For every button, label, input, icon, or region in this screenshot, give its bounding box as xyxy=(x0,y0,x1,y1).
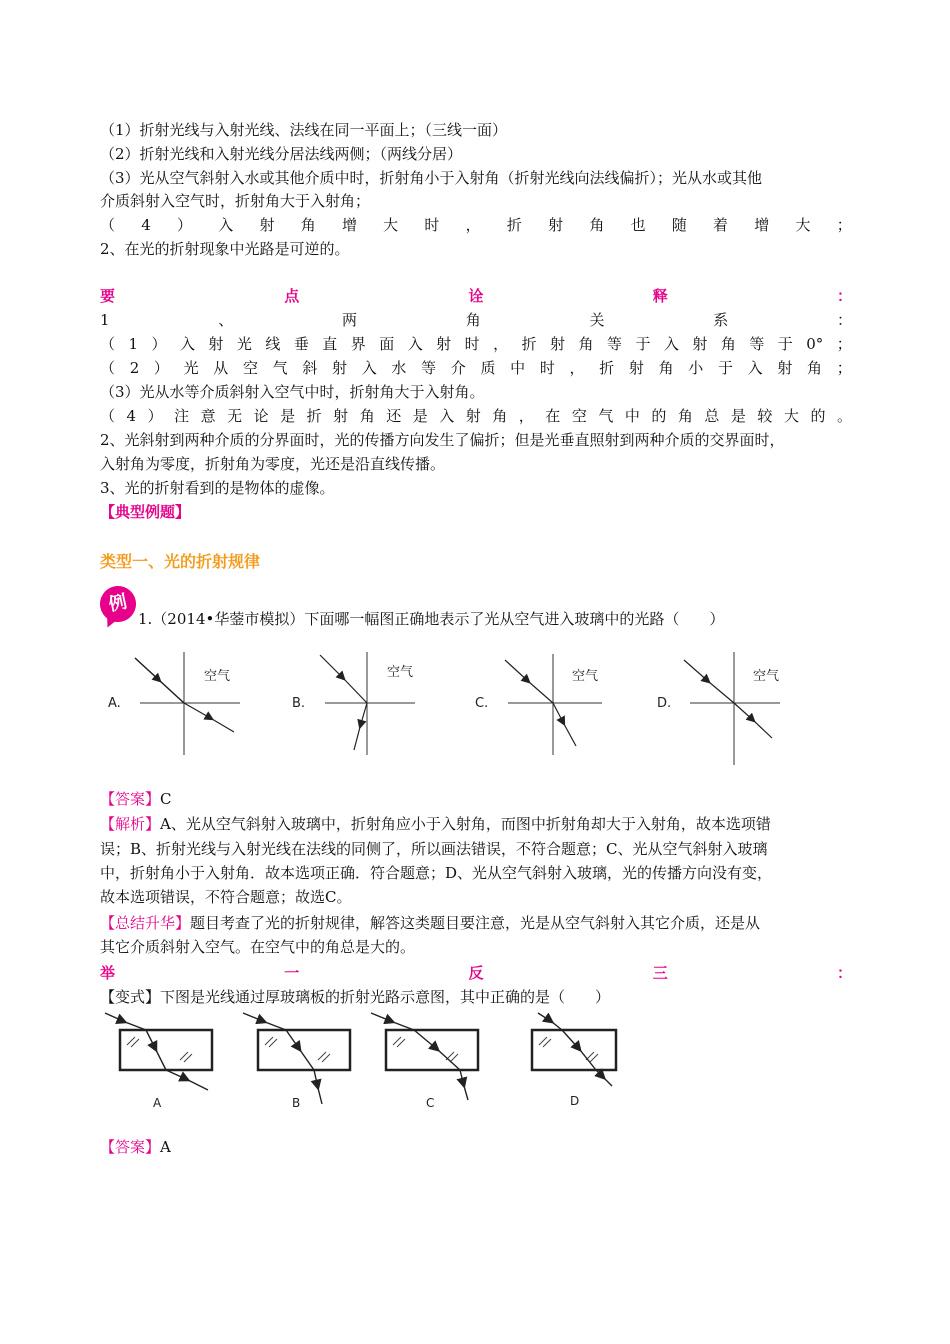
analysis-line-1 xyxy=(100,813,852,835)
summary-text-1: 题目考查了光的折射规律，解答这类题目要注意，光是从空气斜射入其它介质，还是从 xyxy=(190,914,761,932)
char: 诠 xyxy=(468,287,484,305)
char: 折 xyxy=(506,216,522,234)
char: 、 xyxy=(218,311,234,329)
char: 总 xyxy=(704,407,720,425)
key-line-3 xyxy=(100,357,852,379)
char: 系 xyxy=(713,311,729,329)
char: 2 xyxy=(129,359,140,377)
glass-d xyxy=(532,1013,616,1108)
char: 是 xyxy=(730,407,746,425)
char: 中 xyxy=(624,407,640,425)
answer-1 xyxy=(100,788,852,810)
air-label-c: 空气 xyxy=(572,669,599,684)
char: 角 xyxy=(677,407,693,425)
glass-c-label: C xyxy=(426,1096,435,1110)
char: 在 xyxy=(545,407,561,425)
answer-2 xyxy=(100,1136,852,1158)
char: 随 xyxy=(671,216,687,234)
char: 的 xyxy=(651,407,667,425)
rule-4 xyxy=(100,214,852,236)
answer-2-text: A xyxy=(160,1138,171,1156)
key-line-5 xyxy=(100,405,852,427)
char: 角 xyxy=(465,311,481,329)
option-d-label: D. xyxy=(657,696,672,711)
char: 射 xyxy=(465,407,481,425)
char: 射 xyxy=(628,359,644,377)
char: ： xyxy=(836,964,852,982)
air-label-b: 空气 xyxy=(387,665,414,680)
char: 大 xyxy=(783,407,799,425)
summary-tag: 【总结升华】 xyxy=(100,914,191,932)
char: 大 xyxy=(795,216,811,234)
variant-tag: 【变式】 xyxy=(100,988,161,1006)
char: 还 xyxy=(386,407,402,425)
char: 射 xyxy=(436,335,452,353)
char: 小 xyxy=(688,359,704,377)
analysis-line-4: 故本选项错误，不符合题意；故选C。 xyxy=(100,888,352,906)
analysis-text-1: A、光从空气斜射入玻璃中，折射角应小于入射角，而图中折射角却大于入射角，故本选项错 xyxy=(160,815,771,833)
question-1: 1.（2014•华蓥市模拟）下面哪一幅图正确地表示了光从空气进入玻璃中的光路（ ） xyxy=(138,610,725,628)
char: 增 xyxy=(754,216,770,234)
char: 释 xyxy=(652,287,668,305)
char: 射 xyxy=(550,335,566,353)
rule-2: （2）折射光线和入射光线分居法线两侧；（两线分居） xyxy=(100,145,463,163)
char: ， xyxy=(569,359,585,377)
char: 两 xyxy=(342,311,358,329)
char: 点 xyxy=(284,287,300,305)
diagram-c xyxy=(475,654,602,755)
char: 注 xyxy=(174,407,190,425)
char: 斜 xyxy=(302,359,318,377)
char: 等 xyxy=(606,335,622,353)
char: 射 xyxy=(208,335,224,353)
analysis-tag: 【解析】 xyxy=(100,815,161,833)
char: 反 xyxy=(468,964,484,982)
char: 1 xyxy=(128,335,139,353)
glass-a-label: A xyxy=(153,1096,162,1110)
air-label-a: 空气 xyxy=(204,669,231,684)
char: 是 xyxy=(412,407,428,425)
char: 中 xyxy=(510,359,526,377)
char: 角 xyxy=(720,335,736,353)
glass-a xyxy=(105,1013,212,1110)
refraction-diagrams xyxy=(100,640,800,770)
key-line-6a: 2、光斜射到两种介质的分界面时，光的传播方向发生了偏折；但是光垂直照射到两种介质的交界面时， xyxy=(100,431,785,449)
char: 的 xyxy=(810,407,826,425)
char: 4 xyxy=(126,407,137,425)
char: 也 xyxy=(630,216,646,234)
char: 角 xyxy=(578,335,594,353)
char: 。 xyxy=(836,407,852,425)
diagram-b xyxy=(292,652,415,755)
char: 入 xyxy=(218,216,234,234)
char: 4 xyxy=(141,216,151,234)
char: （ xyxy=(100,335,116,353)
option-a-label: A. xyxy=(108,696,121,711)
char: 0° xyxy=(806,335,824,353)
char: 意 xyxy=(200,407,216,425)
analysis-line-2: 误；B、折射光线与入射光线在法线的同侧了，所以画法错误，不符合题意；C、光从空气斜射入玻璃 xyxy=(100,840,768,858)
char: 界 xyxy=(350,335,366,353)
char: （ xyxy=(100,407,116,425)
char: ； xyxy=(836,359,852,377)
char: 是 xyxy=(280,407,296,425)
char: 较 xyxy=(757,407,773,425)
char: 介 xyxy=(450,359,466,377)
char: 空 xyxy=(242,359,258,377)
char: 要 xyxy=(100,287,116,305)
char: 直 xyxy=(322,335,338,353)
summary-line-2: 其它介质斜射入空气。在空气中的角总是大的。 xyxy=(100,938,416,956)
char: 折 xyxy=(521,335,537,353)
char: ， xyxy=(493,335,509,353)
examples-heading: 【典型例题】 xyxy=(100,503,191,521)
glass-c xyxy=(371,1013,478,1110)
answer-2-tag: 【答案】 xyxy=(100,1138,161,1156)
option-b-label: B. xyxy=(292,696,306,711)
rule-3b: 介质斜射入空气时，折射角大于入射角； xyxy=(100,192,371,210)
char: 质 xyxy=(480,359,496,377)
glass-b-label: B xyxy=(292,1096,301,1110)
char: 角 xyxy=(359,407,375,425)
char: 入 xyxy=(439,407,455,425)
char: 气 xyxy=(598,407,614,425)
char: 角 xyxy=(807,359,823,377)
variant-text: 下图是光线通过厚玻璃板的折射光路示意图，其中正确的是（ ） xyxy=(160,988,611,1006)
char: 射 xyxy=(333,407,349,425)
variant-question xyxy=(100,986,852,1008)
char: 入 xyxy=(407,335,423,353)
char: ） xyxy=(147,407,163,425)
char: 角 xyxy=(658,359,674,377)
char: 折 xyxy=(599,359,615,377)
char: 等 xyxy=(421,359,437,377)
char: 水 xyxy=(391,359,407,377)
glass-d-label: D xyxy=(570,1094,580,1108)
char: 大 xyxy=(383,216,399,234)
char: 射 xyxy=(332,359,348,377)
char: 射 xyxy=(259,216,275,234)
char: 射 xyxy=(548,216,564,234)
char: 从 xyxy=(213,359,229,377)
diagram-a xyxy=(108,652,240,755)
char: 一 xyxy=(284,964,300,982)
practice-heading xyxy=(100,962,852,984)
char: 增 xyxy=(341,216,357,234)
key-line-6b: 入射角为零度，折射角为零度，光还是沿直线传播。 xyxy=(100,455,446,473)
char: ） xyxy=(151,335,167,353)
key-line-4: （3）光从水等介质斜射入空气中时，折射角大于入射角。 xyxy=(100,383,485,401)
char: 气 xyxy=(272,359,288,377)
char: 折 xyxy=(306,407,322,425)
char: 光 xyxy=(236,335,252,353)
air-label-d: 空气 xyxy=(753,669,780,684)
char: 关 xyxy=(589,311,605,329)
char: ） xyxy=(177,216,193,234)
char: 光 xyxy=(183,359,199,377)
char: 举 xyxy=(100,964,116,982)
char: ： xyxy=(836,311,852,329)
key-line-1 xyxy=(100,309,852,331)
char: 面 xyxy=(379,335,395,353)
option-c-label: C. xyxy=(475,696,489,711)
answer-1-tag: 【答案】 xyxy=(100,790,161,808)
glass-plate-diagrams xyxy=(100,1008,640,1118)
key-line-2 xyxy=(100,333,852,355)
analysis-line-3: 中，折射角小于入射角．故本选项正确．符合题意；D、光从空气斜射入玻璃，光的传播方向没有变， xyxy=(100,864,773,882)
key-points-title xyxy=(100,285,852,307)
rule-3a: （3）光从空气斜射入水或其他介质中时，折射角小于入射角（折射光线向法线偏折）；光从水或其他 xyxy=(100,169,763,187)
char: 时 xyxy=(539,359,555,377)
diagram-d xyxy=(657,652,780,765)
glass-b xyxy=(243,1013,350,1110)
char: 时 xyxy=(424,216,440,234)
answer-1-text: C xyxy=(160,790,172,808)
rule-1: （1）折射光线与入射光线、法线在同一平面上；（三线一面） xyxy=(100,121,508,139)
char: 入 xyxy=(179,335,195,353)
char: 入 xyxy=(663,335,679,353)
char: 时 xyxy=(464,335,480,353)
char: （ xyxy=(100,216,116,234)
char: 于 xyxy=(777,335,793,353)
char: 着 xyxy=(713,216,729,234)
type-heading: 类型一、光的折射规律 xyxy=(100,552,261,571)
char: 入 xyxy=(361,359,377,377)
char: 射 xyxy=(692,335,708,353)
char: 三 xyxy=(652,964,668,982)
char: 1 xyxy=(100,311,110,329)
char: ； xyxy=(836,216,852,234)
char: （ xyxy=(100,359,116,377)
summary-line-1 xyxy=(100,912,852,934)
char: 角 xyxy=(300,216,316,234)
char: 角 xyxy=(589,216,605,234)
key-line-7: 3、光的折射看到的是物体的虚像。 xyxy=(100,479,335,497)
rule-5: 2、在光的折射现象中光路是可逆的。 xyxy=(100,240,350,258)
char: ： xyxy=(836,287,852,305)
char: 等 xyxy=(749,335,765,353)
char: 垂 xyxy=(293,335,309,353)
char: 无 xyxy=(227,407,243,425)
char: 射 xyxy=(777,359,793,377)
example-badge: 例 xyxy=(97,583,140,626)
char: 空 xyxy=(571,407,587,425)
char: ， xyxy=(465,216,481,234)
char: 角 xyxy=(492,407,508,425)
char: 入 xyxy=(747,359,763,377)
char: 线 xyxy=(265,335,281,353)
char: ， xyxy=(518,407,534,425)
char: 论 xyxy=(253,407,269,425)
char: ； xyxy=(836,335,852,353)
char: 于 xyxy=(635,335,651,353)
char: 于 xyxy=(717,359,733,377)
char: ） xyxy=(153,359,169,377)
